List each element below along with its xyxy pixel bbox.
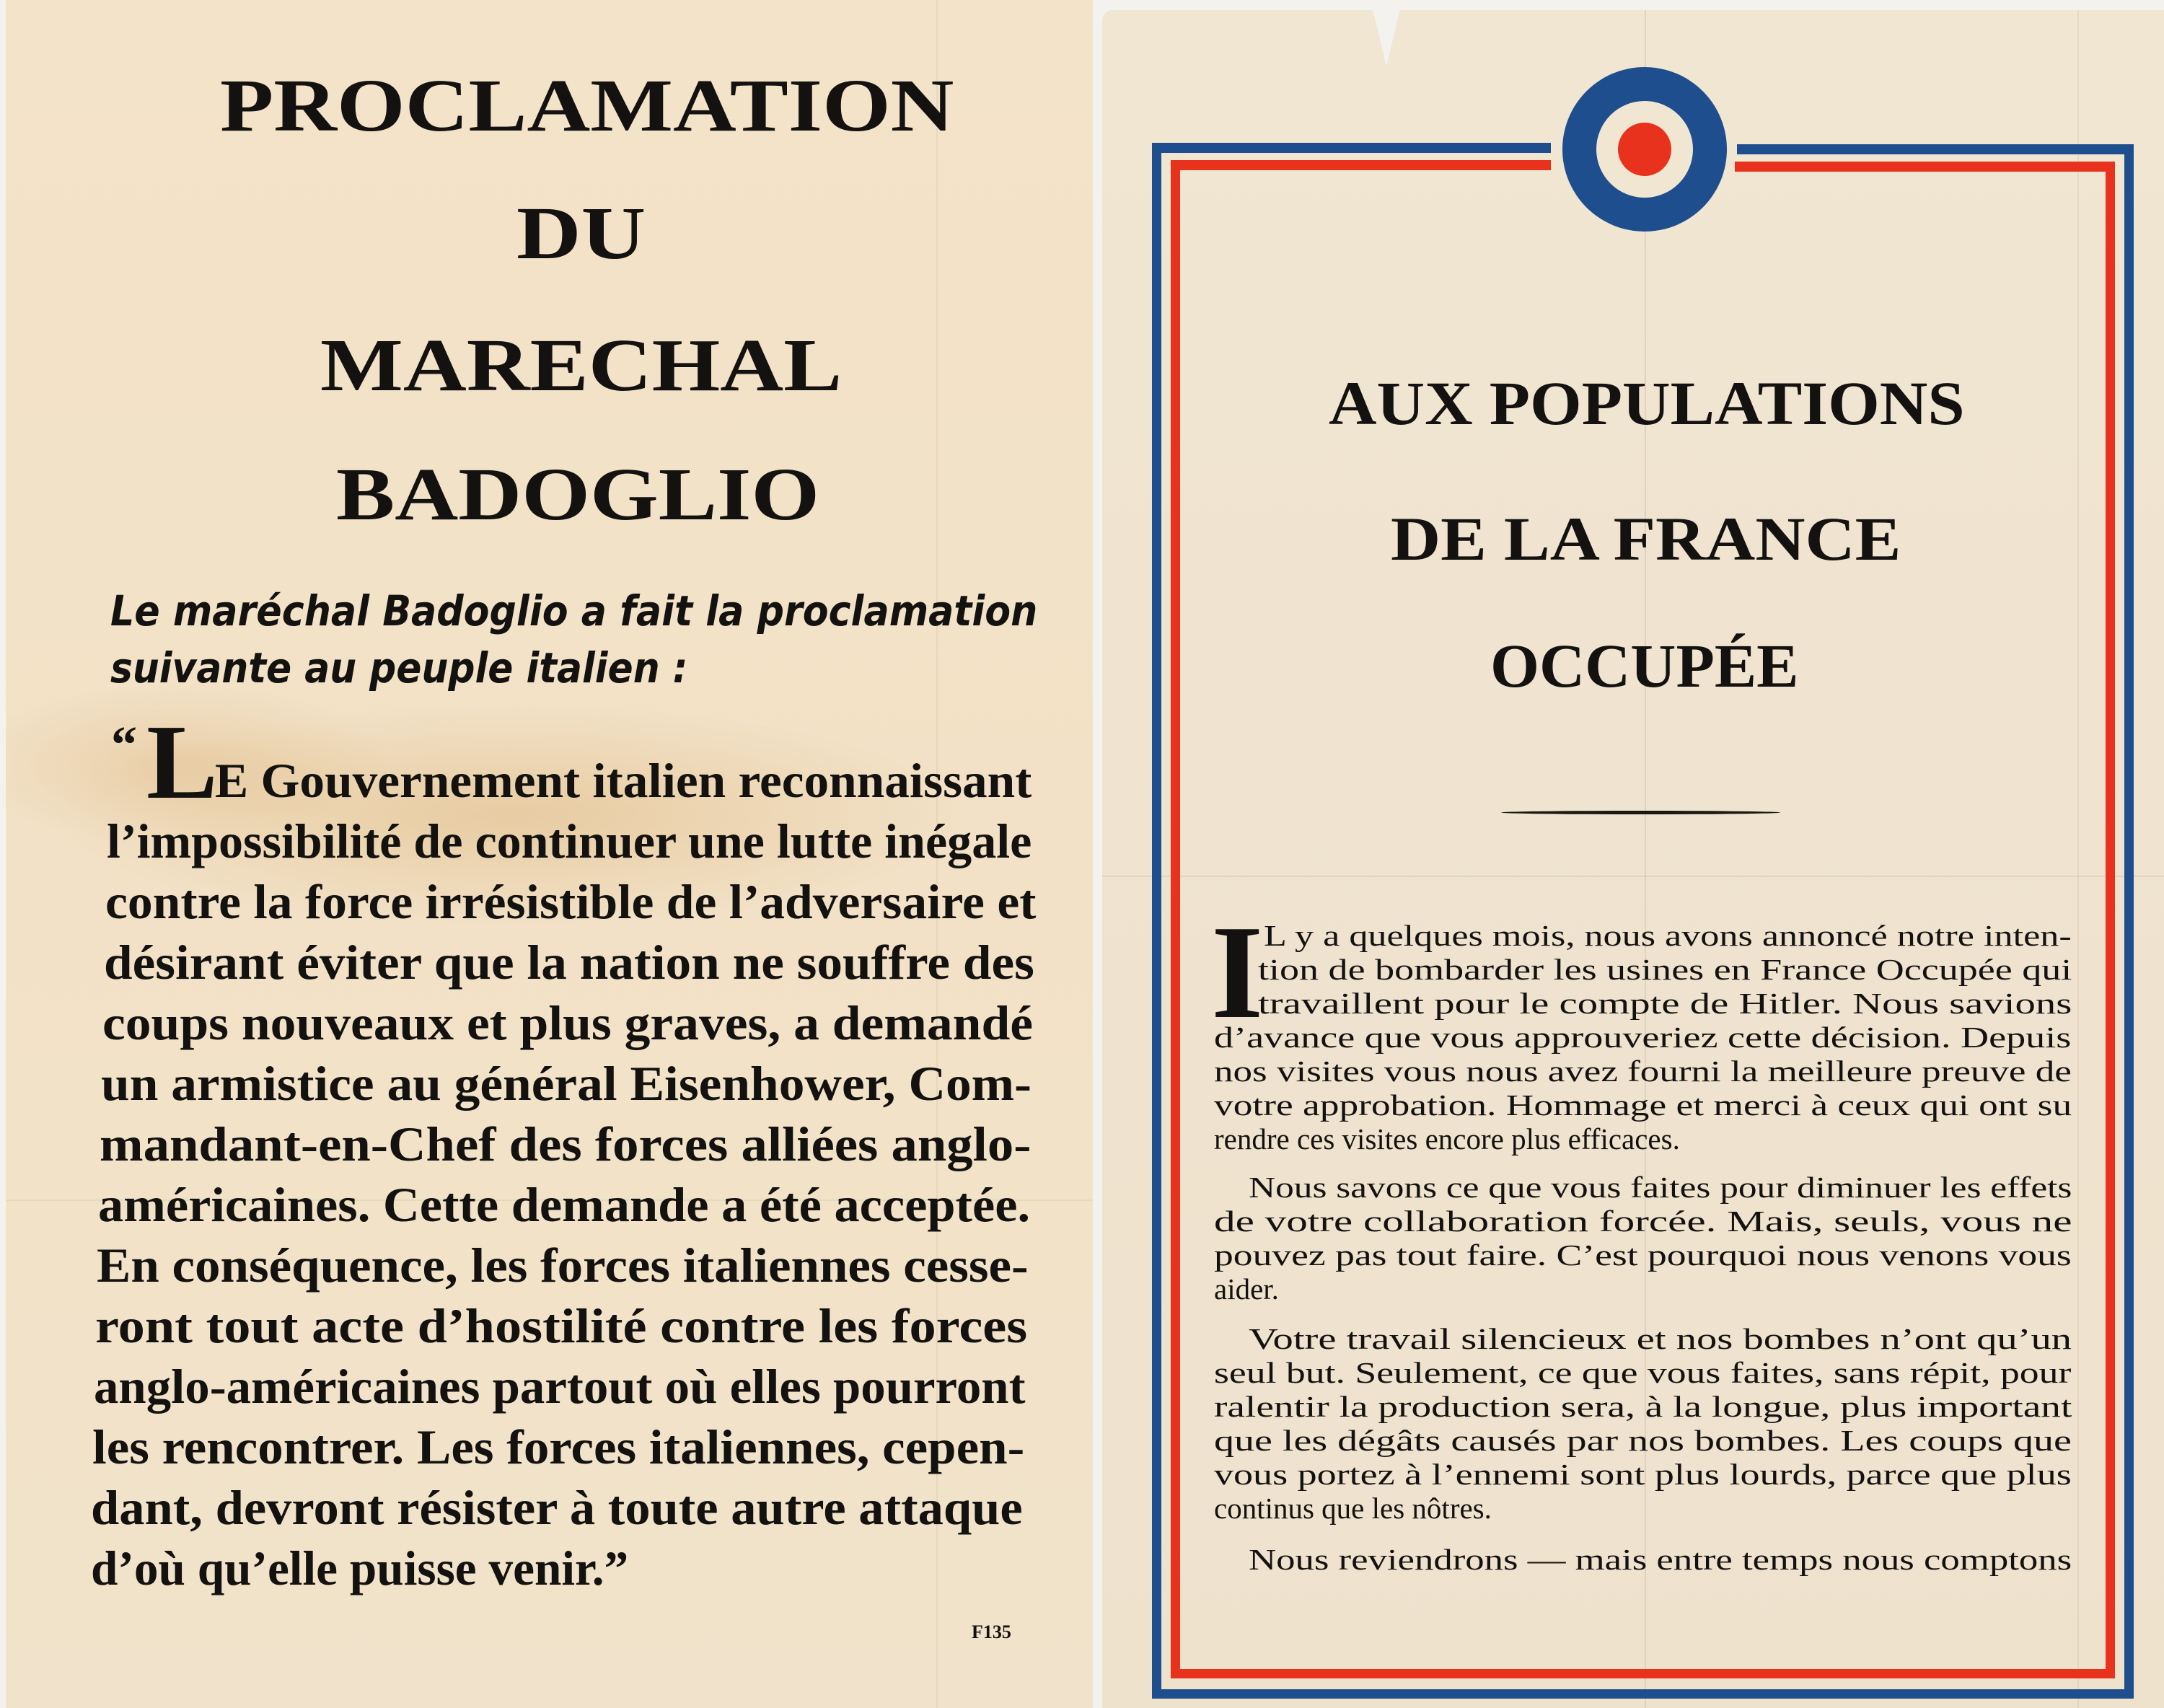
body-line: d’où qu’elle puisse venir.” xyxy=(91,1541,629,1595)
title-line-3: MARECHAL xyxy=(320,324,843,407)
body-line: L y a quelques mois, nous avons annoncé notre inten- xyxy=(1264,919,2072,952)
body-line: que les dégâts causés par nos bombes. Les coups que xyxy=(1214,1424,2072,1457)
body-line: anglo-américaines partout où elles pourront xyxy=(94,1359,1026,1414)
title-line-3: OCCUPÉE xyxy=(1490,631,1799,700)
body-line: E Gouvernement italien reconnaissant xyxy=(215,753,1032,808)
body-line: Nous reviendrons — mais entre temps nous comptons xyxy=(1249,1543,2072,1576)
title-line-2: DE LA FRANCE xyxy=(1391,504,1901,573)
right-leaflet xyxy=(1102,10,2164,1708)
roundel-red-center xyxy=(1618,123,1671,176)
leaflet-code: F135 xyxy=(972,1621,1011,1642)
body-line: Nous savons ce que vous faites pour diminuer les effets xyxy=(1249,1171,2072,1204)
blue-border-left xyxy=(1152,143,1161,1699)
body-line: ront tout acte d’hostilité contre les forces xyxy=(95,1298,1028,1353)
title-line-4: BADOGLIO xyxy=(336,453,820,536)
opening-quote: “ xyxy=(111,716,137,773)
body-line: coups nouveaux et plus graves, a demandé xyxy=(102,995,1034,1050)
title-line-2: DU xyxy=(516,192,646,275)
body-line: désirant éviter que la nation ne souffre des xyxy=(104,935,1034,990)
body-line: seul but. Seulement, ce que vous faites, sans répit, pour xyxy=(1214,1356,2072,1389)
red-border-top-left xyxy=(1171,160,1551,170)
body-line: pouvez pas tout faire. C’est pourquoi nous venons vous xyxy=(1214,1238,2072,1272)
body-line: aider. xyxy=(1214,1272,1279,1306)
body-line: vous portez à l’ennemi sont plus lourds, parce que plus xyxy=(1214,1458,2072,1491)
body-line: Votre travail silencieux et nos bombes n’ont qu’un xyxy=(1249,1322,2072,1355)
blue-border-right xyxy=(2124,144,2134,1699)
blue-border-top-left xyxy=(1152,143,1551,153)
body-line: nos visites vous nous avez fourni la meilleure preuve de xyxy=(1214,1055,2072,1088)
body-line: d’avance que vous approuveriez cette décision. Depuis xyxy=(1214,1021,2072,1054)
title-divider xyxy=(1501,811,1780,814)
subtitle-line-2: suivante au peuple italien : xyxy=(110,643,688,692)
blue-border-bottom xyxy=(1152,1689,2134,1699)
body-line: travaillent pour le compte de Hitler. Nous savions xyxy=(1258,987,2072,1020)
body-line: mandant-en-Chef des forces alliées anglo- xyxy=(100,1117,1032,1171)
body-line: l’impossibilité de continuer une lutte inégale xyxy=(107,814,1032,868)
title-line-1: AUX POPULATIONS xyxy=(1329,369,1965,438)
body-line: ralentir la production sera, à la longue, plus important xyxy=(1214,1390,2072,1423)
body-line: américaines. Cette demande a été acceptée. xyxy=(98,1177,1031,1232)
body-line: les rencontrer. Les forces italiennes, cepen- xyxy=(92,1419,1025,1474)
blue-border-top-right xyxy=(1737,144,2134,154)
drop-cap-I: I xyxy=(1211,898,1264,1047)
body-line: En conséquence, les forces italiennes cesse- xyxy=(97,1238,1029,1293)
body-line: contre la force irrésistible de l’adversaire et xyxy=(105,874,1037,929)
body-line: tion de bombarder les usines en France Occupée qui xyxy=(1258,953,2072,986)
body-line: un armistice au général Eisenhower, Com- xyxy=(101,1056,1032,1111)
body-line: rendre ces visites encore plus efficaces. xyxy=(1214,1122,1680,1155)
red-border-bottom xyxy=(1171,1669,2115,1678)
body-line: continus que les nôtres. xyxy=(1214,1492,1492,1525)
torn-edge-notch xyxy=(1371,0,1402,66)
body-line: dant, devront résister à toute autre attaque xyxy=(91,1480,1023,1535)
red-border-right xyxy=(2106,162,2115,1678)
body-line: de votre collaboration forcée. Mais, seuls, vous ne xyxy=(1214,1205,2072,1238)
body-line: votre approbation. Hommage et merci à ceux qui ont su xyxy=(1214,1088,2072,1122)
red-border-left xyxy=(1171,160,1180,1678)
title-line-1: PROCLAMATION xyxy=(220,64,954,147)
left-leaflet xyxy=(6,0,1093,1708)
drop-cap-L: L xyxy=(146,703,218,822)
subtitle-line-1: Le maréchal Badoglio a fait la proclamation xyxy=(110,586,1038,635)
red-border-top-right xyxy=(1735,162,2115,172)
